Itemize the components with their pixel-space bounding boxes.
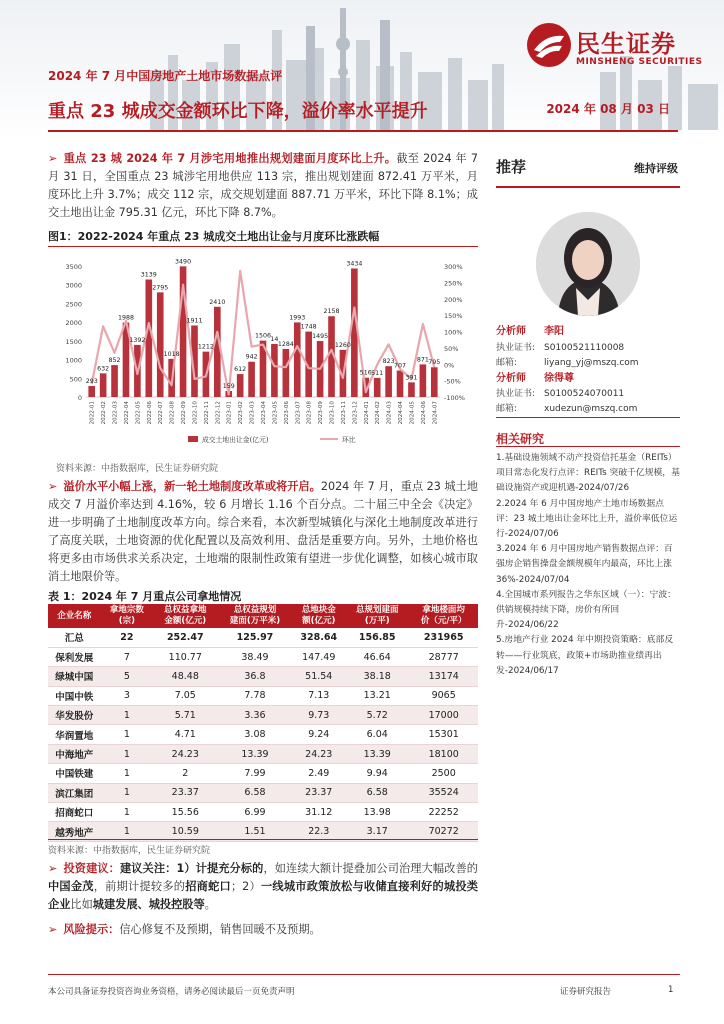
chart-bar bbox=[294, 322, 301, 397]
table-cell: 1 bbox=[101, 725, 154, 744]
bar-data-label: 1284 bbox=[277, 340, 294, 348]
paragraph-lead: 风险提示： bbox=[63, 923, 120, 936]
x-tick-label: 2023-02 bbox=[238, 401, 245, 425]
table-header-cell: 拿地宗数 (宗) bbox=[101, 604, 154, 628]
table-header-cell: 企业名称 bbox=[48, 604, 101, 628]
y-left-tick-label: 2000 bbox=[65, 319, 82, 328]
risk-warning-paragraph bbox=[48, 921, 478, 939]
table-cell: 7 bbox=[101, 647, 154, 666]
company-land-table bbox=[48, 604, 478, 842]
summary-paragraph-1 bbox=[48, 150, 478, 222]
table-cell: 231965 bbox=[409, 628, 478, 647]
table-cell: 147.49 bbox=[292, 647, 345, 666]
chart-bar bbox=[374, 378, 381, 397]
table-cell: 7.13 bbox=[292, 686, 345, 705]
y-left-tick-label: 3500 bbox=[65, 263, 82, 271]
y-right-tick-label: 100% bbox=[444, 328, 463, 337]
table-cell: 3.17 bbox=[345, 822, 409, 841]
company-name-cell: 招商蛇口 bbox=[48, 803, 101, 822]
table-cell: 3.08 bbox=[217, 725, 292, 744]
recommendation: 推荐 bbox=[496, 158, 527, 176]
y-right-tick-label: 200% bbox=[444, 295, 463, 304]
x-tick-label: 2024-04 bbox=[398, 401, 405, 425]
x-tick-label: 2022-03 bbox=[112, 401, 119, 425]
advice-text: ，如连续大额计提叠加公司治理大幅改善的 bbox=[263, 862, 478, 875]
chart-bar bbox=[420, 364, 427, 397]
bar-data-label: 1212 bbox=[197, 343, 214, 351]
table-cell: 17000 bbox=[409, 706, 478, 725]
analyst-2-name-row bbox=[496, 369, 574, 384]
y-right-tick-label: -100% bbox=[444, 394, 465, 402]
company-name-cell: 越秀地产 bbox=[48, 822, 101, 841]
table-cell: 328.64 bbox=[292, 628, 345, 647]
table-cell: 9.94 bbox=[345, 764, 409, 783]
x-tick-label: 2022-11 bbox=[203, 401, 210, 425]
bar-data-label: 14 bbox=[270, 335, 279, 343]
bar-data-label: 852 bbox=[108, 357, 121, 365]
analyst-1-cert-row bbox=[496, 340, 624, 353]
table-cell: 252.47 bbox=[153, 628, 217, 647]
table-cell: 7.05 bbox=[153, 686, 217, 705]
bullet-arrow-icon: ➢ bbox=[48, 923, 58, 936]
avatar-icon bbox=[536, 212, 640, 316]
company-logo bbox=[526, 22, 706, 74]
chart-bar bbox=[214, 307, 221, 397]
related-research-item[interactable]: 5.房地产行业 2024 年中期投资策略：底部反转——行业筑底，政策+市场助推业绩再出发-2024/06/17 bbox=[496, 635, 674, 676]
table-cell: 7.99 bbox=[217, 764, 292, 783]
email-label: 邮箱: bbox=[496, 404, 518, 414]
bar-data-label: 632 bbox=[97, 365, 110, 373]
table-row bbox=[48, 744, 478, 763]
table-cell: 7.78 bbox=[217, 686, 292, 705]
table-cell: 1 bbox=[101, 764, 154, 783]
analyst-email[interactable]: liyang_yj@mszq.com bbox=[544, 358, 639, 368]
company-name-cell: 华润置地 bbox=[48, 725, 101, 744]
sidebar-divider bbox=[496, 446, 680, 447]
table-row bbox=[48, 764, 478, 783]
y-left-tick-label: 1500 bbox=[65, 337, 82, 346]
table-cell: 36.8 bbox=[217, 667, 292, 686]
x-tick-label: 2024-02 bbox=[375, 401, 382, 425]
related-research-item[interactable]: 3.2024 年 6 月中国房地产销售数据点评：百强房企销售操盘金额规模年内最高，环比上涨36%-2024/07/04 bbox=[496, 544, 673, 585]
bar-data-label: 2795 bbox=[152, 284, 169, 292]
investment-advice-paragraph bbox=[48, 860, 478, 914]
table-cell: 31.12 bbox=[292, 803, 345, 822]
analyst-name: 李阳 bbox=[544, 326, 564, 337]
table-bottom-rule bbox=[48, 839, 478, 840]
bar-data-label: 1911 bbox=[186, 317, 203, 325]
footer-label: 证券研究报告 bbox=[560, 987, 612, 997]
chart-bar bbox=[237, 374, 244, 397]
table-cell: 22 bbox=[101, 628, 154, 647]
bar-data-label: 1748 bbox=[300, 323, 317, 331]
table-row bbox=[48, 725, 478, 744]
table-cell: 18100 bbox=[409, 744, 478, 763]
table-row bbox=[48, 667, 478, 686]
bar-data-label: 3139 bbox=[140, 271, 157, 279]
x-tick-label: 2022-01 bbox=[89, 401, 96, 425]
page-number: 1 bbox=[668, 985, 674, 995]
table-cell: 28777 bbox=[409, 647, 478, 666]
rating-row bbox=[496, 156, 680, 180]
table-cell: 48.48 bbox=[153, 667, 217, 686]
table-cell: 22.3 bbox=[292, 822, 345, 841]
chart-bar bbox=[397, 371, 404, 397]
report-header bbox=[0, 0, 724, 142]
company-name-cell: 保利发展 bbox=[48, 647, 101, 666]
y-right-tick-label: 300% bbox=[444, 263, 463, 271]
bar-data-label: 293 bbox=[85, 378, 98, 386]
bar-data-label: 2410 bbox=[209, 298, 226, 306]
bar-data-label: 3490 bbox=[175, 258, 192, 266]
paragraph-lead: 投资建议： bbox=[63, 862, 120, 875]
analyst-photo bbox=[536, 212, 640, 316]
analyst-email[interactable]: xudezun@mszq.com bbox=[544, 404, 638, 414]
table-cell: 35524 bbox=[409, 783, 478, 802]
advice-highlight: 城建发展、城投控股等 bbox=[92, 898, 205, 911]
chart-bar bbox=[385, 366, 392, 397]
table-title: 表 1：2024 年 7 月重点公司拿地情况 bbox=[48, 590, 242, 603]
land-revenue-chart bbox=[48, 252, 478, 452]
x-tick-label: 2022-10 bbox=[192, 401, 199, 425]
x-tick-label: 2022-02 bbox=[101, 401, 108, 425]
table-cell: 1 bbox=[101, 706, 154, 725]
table-cell: 156.85 bbox=[345, 628, 409, 647]
y-left-tick-label: 3000 bbox=[65, 281, 82, 290]
bar-data-label: 871 bbox=[416, 356, 429, 364]
table-cell: 2.49 bbox=[292, 764, 345, 783]
table-cell: 15301 bbox=[409, 725, 478, 744]
table-cell: 46.64 bbox=[345, 647, 409, 666]
chart-bar bbox=[248, 362, 255, 397]
table-cell: 13.39 bbox=[217, 744, 292, 763]
logo-text-cn: 民生证券 bbox=[576, 30, 676, 58]
table-cell: 22252 bbox=[409, 803, 478, 822]
company-name-cell: 汇总 bbox=[48, 628, 101, 647]
bar-data-label: 159 bbox=[222, 383, 235, 391]
company-name-cell: 中国铁建 bbox=[48, 764, 101, 783]
chart-bar bbox=[88, 386, 95, 397]
related-research-title: 相关研究 bbox=[496, 432, 545, 446]
x-tick-label: 2024-03 bbox=[386, 401, 393, 425]
x-tick-label: 2024-01 bbox=[363, 401, 370, 425]
x-tick-label: 2023-12 bbox=[352, 401, 359, 425]
y-right-tick-label: -50% bbox=[444, 377, 461, 386]
table-cell: 1 bbox=[101, 744, 154, 763]
table-cell: 13.21 bbox=[345, 686, 409, 705]
advice-highlight: 中国金茂 bbox=[48, 880, 94, 893]
table-cell: 1 bbox=[101, 803, 154, 822]
bullet-arrow-icon: ➢ bbox=[48, 152, 58, 165]
x-tick-label: 2024-07 bbox=[432, 401, 439, 425]
x-tick-label: 2023-03 bbox=[249, 401, 256, 425]
table-cell: 6.58 bbox=[345, 783, 409, 802]
analyst-role: 分析师 bbox=[496, 373, 526, 384]
related-research-item[interactable]: 4.全国城市系列报告之华东区域（一）：宁波：供销规模持续下降，房价有所回升-2024/06/22 bbox=[496, 589, 676, 631]
company-name-cell: 中海地产 bbox=[48, 744, 101, 763]
advice-highlight: 一线城市政策放松与收储直接利好的城投类企业 bbox=[48, 880, 478, 911]
table-cell: 23.37 bbox=[153, 783, 217, 802]
analyst-2-cert-row bbox=[496, 386, 624, 399]
bar-data-label: 1988 bbox=[117, 314, 134, 322]
table-cell: 24.23 bbox=[153, 744, 217, 763]
footer-divider bbox=[48, 974, 680, 975]
advice-text: 。 bbox=[204, 898, 216, 911]
x-tick-label: 2023-01 bbox=[226, 401, 233, 425]
table-row bbox=[48, 783, 478, 802]
analyst-1-name-row bbox=[496, 322, 564, 337]
y-left-tick-label: 0 bbox=[77, 394, 82, 402]
table-cell: 2500 bbox=[409, 764, 478, 783]
y-left-tick-label: 2500 bbox=[65, 300, 82, 309]
table-cell: 5 bbox=[101, 667, 154, 686]
x-tick-label: 2023-07 bbox=[295, 401, 302, 425]
analyst-role: 分析师 bbox=[496, 326, 526, 337]
chart-bar bbox=[111, 365, 118, 397]
bar-data-label: 516 bbox=[359, 369, 372, 377]
table-cell: 110.77 bbox=[153, 647, 217, 666]
chart-bar bbox=[157, 292, 164, 397]
bar-data-label: 3434 bbox=[346, 260, 363, 268]
table-cell: 1 bbox=[101, 783, 154, 802]
bar-data-label: 795 bbox=[428, 359, 441, 367]
table-summary-row bbox=[48, 628, 478, 647]
chart-bar bbox=[431, 367, 438, 397]
bar-data-label: 1993 bbox=[289, 314, 306, 322]
figure-title: 图1：2022-2024 年重点 23 城成交土地出让金与月度环比涨跌幅 bbox=[48, 230, 380, 243]
x-tick-label: 2024-06 bbox=[420, 401, 427, 425]
company-name-cell: 绿城中国 bbox=[48, 667, 101, 686]
bar-data-label: 391 bbox=[405, 374, 418, 382]
sidebar-divider bbox=[496, 186, 680, 188]
table-cell: 9.73 bbox=[292, 706, 345, 725]
table-row bbox=[48, 706, 478, 725]
table-row bbox=[48, 647, 478, 666]
legend-bar-label: 成交土地出让金(亿元) bbox=[202, 436, 269, 444]
table-header-row bbox=[48, 604, 478, 628]
table-cell: 2 bbox=[153, 764, 217, 783]
report-date: 2024 年 08 月 03 日 bbox=[546, 102, 670, 116]
y-right-tick-label: 50% bbox=[444, 344, 459, 353]
table-cell: 125.97 bbox=[217, 628, 292, 647]
legend-line-label: 环比 bbox=[342, 436, 356, 444]
x-tick-label: 2022-09 bbox=[181, 401, 188, 425]
x-tick-label: 2023-11 bbox=[340, 401, 347, 425]
x-tick-label: 2022-08 bbox=[169, 401, 176, 425]
table-header-cell: 总权益规划 建面(万平米) bbox=[217, 604, 292, 628]
bar-data-label: 1495 bbox=[312, 333, 329, 341]
table-cell: 3.36 bbox=[217, 706, 292, 725]
paragraph-body: 2024 年 7 月，重点 23 城土地成交 7 月溢价率达到 4.16%，较 6 月增长 1.16 个百分点。二十届三中全会《决定》进一步明确了土地制度改革方向。综合来看，本次新型城镇化与深化土地制度改革进行了高度关联，土地资源的优化配置以及高效利用、盘活是重要方向。另外，土地价格也将更多由市场供求关系决定，土地端的限制性政策有望进一步优化调整，如核心城市取消土地限价等。 bbox=[48, 480, 478, 583]
company-name-cell: 滨江集团 bbox=[48, 783, 101, 802]
x-tick-label: 2023-09 bbox=[318, 401, 325, 425]
bar-data-label: 2158 bbox=[323, 308, 340, 316]
company-name-cell: 华发股份 bbox=[48, 706, 101, 725]
table-cell: 1.51 bbox=[217, 822, 292, 841]
bar-data-label: 1260 bbox=[334, 341, 351, 349]
paragraph-lead: 重点 23 城 2024 年 7 月涉宅用地推出规划建面月度环比上升。 bbox=[63, 152, 397, 165]
y-left-tick-label: 1000 bbox=[65, 356, 82, 365]
cert-number: S0100524070011 bbox=[544, 389, 625, 399]
x-tick-label: 2023-10 bbox=[329, 401, 336, 425]
chart-bar bbox=[351, 268, 358, 397]
cert-label: 执业证书: bbox=[496, 389, 536, 399]
table-cell: 6.99 bbox=[217, 803, 292, 822]
table-cell: 9.24 bbox=[292, 725, 345, 744]
bar-data-label: 707 bbox=[394, 362, 407, 370]
chart-bar bbox=[408, 382, 415, 397]
report-subtitle: 2024 年 7 月中国房地产土地市场数据点评 bbox=[48, 69, 283, 83]
sidebar-divider bbox=[496, 417, 680, 418]
table-cell: 13.98 bbox=[345, 803, 409, 822]
bar-data-label: 612 bbox=[234, 366, 247, 374]
report-title: 重点 23 城成交金额环比下降，溢价率水平提升 bbox=[48, 101, 428, 122]
x-tick-label: 2023-04 bbox=[261, 401, 267, 425]
advice-highlight: 计提充分标的 bbox=[195, 862, 264, 875]
chart-svg bbox=[48, 252, 478, 452]
logo-mark-icon bbox=[526, 22, 572, 68]
table-cell: 24.23 bbox=[292, 744, 345, 763]
table-cell: 9065 bbox=[409, 686, 478, 705]
chart-bar bbox=[100, 373, 107, 397]
related-research-item[interactable]: 1.基础设施领域不动产投资信托基金（REITs）项目常态化发行点评：REITs 突破千亿规模，基础设施资产或迎机遇-2024/07/26 bbox=[496, 453, 680, 494]
bar-data-label: 1506 bbox=[254, 332, 272, 340]
table-header-cell: 总地块金 额(亿元) bbox=[292, 604, 345, 628]
bullet-arrow-icon: ➢ bbox=[48, 480, 58, 493]
x-tick-label: 2023-05 bbox=[272, 401, 279, 425]
bar-data-label: 1018 bbox=[163, 350, 180, 358]
table-cell: 38.18 bbox=[345, 667, 409, 686]
table-row bbox=[48, 803, 478, 822]
header-divider bbox=[48, 130, 678, 132]
table-cell: 13.39 bbox=[345, 744, 409, 763]
table-cell: 23.37 bbox=[292, 783, 345, 802]
bar-data-label: 511 bbox=[371, 369, 384, 377]
analyst-name: 徐得尊 bbox=[544, 373, 574, 384]
chart-bar bbox=[271, 344, 278, 397]
summary-paragraph-2 bbox=[48, 478, 478, 586]
table-header-cell: 总权益拿地 金额(亿元) bbox=[153, 604, 217, 628]
table-cell: 15.56 bbox=[153, 803, 217, 822]
x-tick-label: 2022-05 bbox=[135, 401, 142, 425]
table-cell: 38.49 bbox=[217, 647, 292, 666]
table-row bbox=[48, 686, 478, 705]
table-cell: 6.04 bbox=[345, 725, 409, 744]
y-left-tick-label: 500 bbox=[69, 375, 82, 384]
cert-number: S0100521110008 bbox=[544, 343, 625, 353]
advice-text: 建议关注：1） bbox=[119, 862, 196, 875]
figure-source: 资料来源：中指数据库，民生证券研究院 bbox=[56, 464, 219, 474]
advice-text: ；2） bbox=[230, 880, 261, 893]
footer-disclaimer: 本公司具备证券投资咨询业务资格，请务必阅读最后一页免责声明 bbox=[48, 987, 295, 997]
related-research-list bbox=[496, 451, 680, 679]
x-tick-label: 2023-08 bbox=[306, 401, 313, 425]
x-tick-label: 2022-06 bbox=[146, 401, 153, 425]
table-cell: 4.71 bbox=[153, 725, 217, 744]
bar-data-label: 942 bbox=[245, 353, 258, 361]
table-cell: 5.72 bbox=[345, 706, 409, 725]
email-label: 邮箱: bbox=[496, 358, 518, 368]
paragraph-body: 信心修复不及预期，销售回暖不及预期。 bbox=[119, 923, 321, 936]
x-tick-label: 2023-06 bbox=[283, 401, 290, 425]
table-cell: 3 bbox=[101, 686, 154, 705]
bullet-arrow-icon: ➢ bbox=[48, 862, 58, 875]
logo-text-en: MINSHENG SECURITIES bbox=[576, 57, 703, 67]
x-tick-label: 2024-05 bbox=[409, 401, 416, 425]
bar-data-label: 1392 bbox=[129, 336, 146, 344]
legend-bar-swatch bbox=[188, 436, 198, 442]
table-header-cell: 拿地楼面均 价（元/平） bbox=[409, 604, 478, 628]
table-cell: 13174 bbox=[409, 667, 478, 686]
related-research-item[interactable]: 2.2024 年 6 月中国房地产土地市场数据点评：23 城土地出让金环比上升，溢价率低位运行-2024/07/06 bbox=[496, 498, 678, 540]
y-right-tick-label: 0% bbox=[444, 361, 455, 370]
table-cell: 70272 bbox=[409, 822, 478, 841]
x-tick-label: 2022-07 bbox=[158, 401, 165, 425]
company-name-cell: 中国中铁 bbox=[48, 686, 101, 705]
table-header-cell: 总规划建面 (万平) bbox=[345, 604, 409, 628]
x-tick-label: 2022-04 bbox=[123, 401, 130, 425]
paragraph-body: 截至 2024 年 7 月 31 日，全国重点 23 城涉宅用地供应 113 宗，推出规划建面 872.41 万平米，月度环比上升 3.7%；成交 112 宗，成交规划建面 887.71 万平米，环比下降 8.1%；成交土地出让金 795.31 亿元，环比下降 8.7%。 bbox=[48, 152, 478, 219]
advice-text: 比如 bbox=[70, 898, 93, 911]
table-cell: 1 bbox=[101, 822, 154, 841]
analyst-1-email-row bbox=[496, 355, 639, 368]
bar-data-label: 823 bbox=[382, 358, 395, 366]
advice-text: ，前期计提较多的 bbox=[93, 880, 186, 893]
table-cell: 10.59 bbox=[153, 822, 217, 841]
analyst-2-email-row bbox=[496, 401, 637, 414]
x-tick-label: 2022-12 bbox=[215, 401, 222, 425]
table-cell: 6.58 bbox=[217, 783, 292, 802]
table-cell: 5.71 bbox=[153, 706, 217, 725]
rating-label: 维持评级 bbox=[634, 162, 678, 175]
paragraph-lead: 溢价水平小幅上涨，新一轮土地制度改革或将开启。 bbox=[63, 480, 321, 493]
y-right-tick-label: 150% bbox=[444, 312, 463, 321]
advice-highlight: 招商蛇口 bbox=[185, 880, 231, 893]
y-right-tick-label: 250% bbox=[444, 279, 463, 288]
table-cell: 51.54 bbox=[292, 667, 345, 686]
cert-label: 执业证书: bbox=[496, 343, 536, 353]
chart-bar bbox=[283, 349, 290, 397]
table-source: 资料来源：中指数据库，民生证券研究院 bbox=[48, 846, 211, 856]
figure-divider bbox=[48, 246, 478, 247]
